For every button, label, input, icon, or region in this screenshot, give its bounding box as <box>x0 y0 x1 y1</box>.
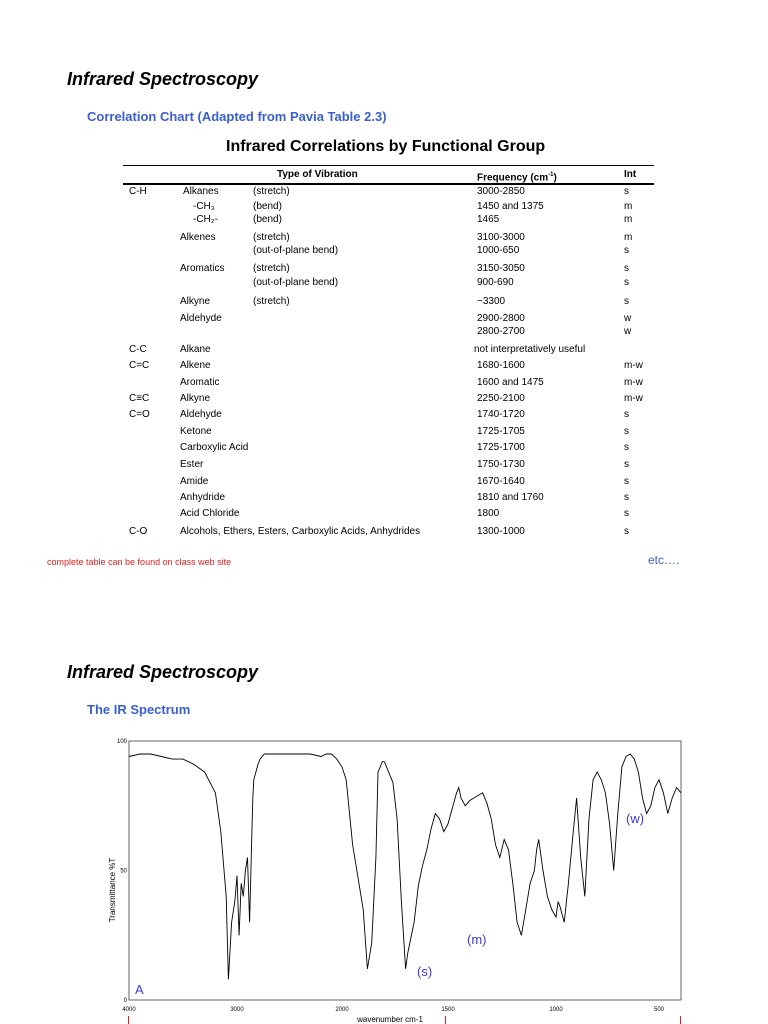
row-vibration: (stretch) <box>253 296 290 307</box>
row-intensity: s <box>624 526 629 537</box>
x-tick-label: 500 <box>653 1007 665 1013</box>
red-mark-right <box>680 1016 681 1024</box>
row-vibration: (stretch) <box>253 263 290 274</box>
row-intensity: s <box>624 409 629 420</box>
row-bond: C-C <box>129 344 147 355</box>
row-intensity: m-w <box>624 393 643 404</box>
annotation-w: (w) <box>626 811 645 826</box>
row-frequency: 1450 and 1375 <box>477 201 544 212</box>
row-frequency: 3100-3000 <box>477 232 525 243</box>
row-group: Carboxylic Acid <box>180 442 249 453</box>
row-frequency: not interpretatively useful <box>474 344 586 355</box>
row-vibration: (stretch) <box>253 232 290 243</box>
x-axis-ticks <box>122 1007 664 1013</box>
header-type: Type of Vibration <box>277 169 358 180</box>
row-intensity: s <box>624 263 629 274</box>
row-frequency: 2900-2800 <box>477 313 525 324</box>
row-group: Ester <box>180 459 204 470</box>
row-group: Aldehyde <box>180 313 222 324</box>
x-tick-label: 1000 <box>549 1007 563 1013</box>
row-intensity: m-w <box>624 360 643 371</box>
row-frequency: 1000-650 <box>477 245 520 256</box>
row-frequency: 1800 <box>477 508 500 519</box>
row-frequency: 1670-1640 <box>477 476 525 487</box>
slide2-subtitle: The IR Spectrum <box>87 702 191 717</box>
row-frequency: 1740-1720 <box>477 409 525 420</box>
row-intensity: w <box>624 326 632 337</box>
row-vibration: (bend) <box>253 201 282 212</box>
row-intensity: s <box>624 459 629 470</box>
row-frequency: 3000-2850 <box>477 186 525 197</box>
x-tick-label: 3000 <box>230 1007 244 1013</box>
row-group: Alcohols, Ethers, Esters, Carboxylic Acids, Anhydrides <box>180 526 421 537</box>
row-frequency: 1725-1700 <box>477 442 525 453</box>
row-group: Aldehyde <box>180 409 222 420</box>
slide1-title: Infrared Spectroscopy <box>67 69 259 89</box>
row-bond: C-O <box>129 526 148 537</box>
row-frequency: 900-690 <box>477 277 514 288</box>
x-axis-label: wavenumber cm-1 <box>357 1015 423 1024</box>
x-tick-label: 2000 <box>335 1007 349 1013</box>
annotation-m: (m) <box>467 932 487 947</box>
row-intensity: m <box>624 214 633 225</box>
y-tick-label: 50 <box>120 868 127 875</box>
row-intensity: s <box>624 245 629 256</box>
row-group: Alkyne <box>180 296 211 307</box>
row-frequency: 1600 and 1475 <box>477 377 544 388</box>
row-bond: C-H <box>129 186 147 197</box>
row-bond: C=O <box>129 409 150 420</box>
annotation-a: A <box>135 982 144 997</box>
ir-spectrum-chart <box>0 730 768 1024</box>
row-vibration: (out-of-plane bend) <box>253 277 339 288</box>
row-group: -CH₂- <box>193 214 218 225</box>
row-frequency: 2800-2700 <box>477 326 525 337</box>
row-frequency: 3150-3050 <box>477 263 525 274</box>
slide1-subtitle: Correlation Chart (Adapted from Pavia Table 2.3) <box>87 109 387 124</box>
red-mark-middle <box>445 1016 446 1024</box>
row-intensity: s <box>624 508 629 519</box>
annotation-s: (s) <box>417 964 433 979</box>
row-group: Ketone <box>180 426 212 437</box>
web-site-note: complete table can be found on class web site <box>47 557 232 567</box>
row-vibration: (out-of-plane bend) <box>253 245 339 256</box>
row-intensity: s <box>624 426 629 437</box>
table-header-rule <box>123 183 654 185</box>
row-frequency: 2250-2100 <box>477 393 525 404</box>
row-intensity: m <box>624 232 633 243</box>
row-intensity: s <box>624 492 629 503</box>
y-tick-label: 0 <box>123 998 127 1004</box>
etc-text: etc…. <box>648 553 680 567</box>
row-intensity: s <box>624 442 629 453</box>
row-intensity: s <box>624 186 629 197</box>
row-group: Alkanes <box>183 186 219 197</box>
row-group: Anhydride <box>180 492 226 503</box>
row-frequency: 1300-1000 <box>477 526 525 537</box>
red-mark-left <box>128 1016 129 1024</box>
table-top-rule <box>123 165 654 166</box>
row-group: Acid Chloride <box>180 508 240 519</box>
row-frequency: 1750-1730 <box>477 459 525 470</box>
spectrum-line <box>129 754 681 979</box>
y-tick-label: 100 <box>116 739 127 745</box>
row-group: Alkane <box>180 344 211 355</box>
row-intensity: s <box>624 476 629 487</box>
header-intensity: Int <box>624 169 637 180</box>
row-bond: C≡C <box>129 393 150 404</box>
row-bond: C=C <box>129 360 150 371</box>
row-intensity: m-w <box>624 377 643 388</box>
row-group: Aromatic <box>180 377 220 388</box>
row-group: Amide <box>180 476 209 487</box>
row-intensity: w <box>624 313 632 324</box>
row-group: Alkenes <box>180 232 216 243</box>
row-frequency: 1465 <box>477 214 500 225</box>
row-vibration: (stretch) <box>253 186 290 197</box>
row-intensity: m <box>624 201 633 212</box>
row-frequency: ~3300 <box>477 296 506 307</box>
y-axis-label: Transmittance %T <box>108 857 117 923</box>
row-intensity: s <box>624 277 629 288</box>
header-frequency: Frequency $(cm^{-1})$ <box>477 172 557 184</box>
row-intensity: s <box>624 296 629 307</box>
row-group: Aromatics <box>180 263 225 274</box>
row-frequency: 1680-1600 <box>477 360 525 371</box>
row-group: Alkyne <box>180 393 211 404</box>
table-title: Infrared Correlations by Functional Group <box>226 138 546 155</box>
x-tick-label: 1500 <box>441 1007 455 1013</box>
row-frequency: 1725-1705 <box>477 426 525 437</box>
row-frequency: 1810 and 1760 <box>477 492 544 503</box>
row-group: Alkene <box>180 360 211 371</box>
row-group: -CH₃ <box>193 201 215 212</box>
x-tick-label: 4000 <box>122 1007 136 1013</box>
row-vibration: (bend) <box>253 214 282 225</box>
y-axis-ticks <box>117 739 128 1004</box>
slide2-title: Infrared Spectroscopy <box>67 662 259 682</box>
